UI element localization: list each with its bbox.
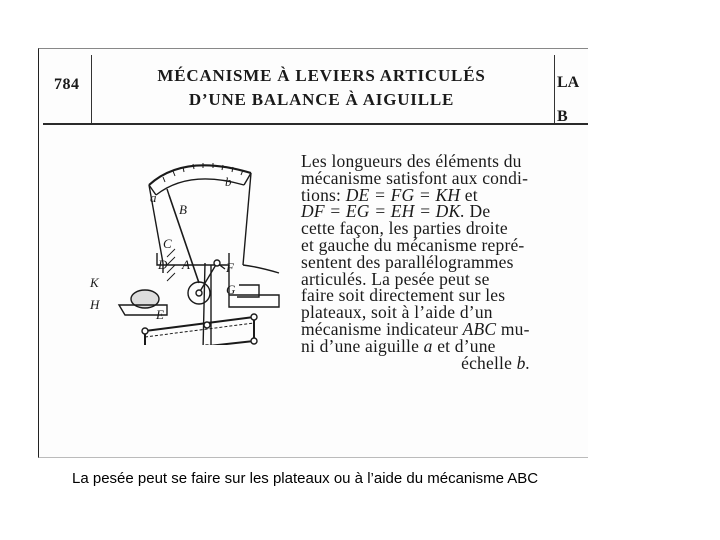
title-line-2: D’UNE BALANCE À AIGUILLE (188, 90, 455, 109)
label-D: D (158, 257, 168, 272)
desc-line: mécanisme satisfont aux condi- (301, 167, 529, 188)
label-A: A (182, 257, 190, 272)
desc-line: et gauche du mécanisme repré- (301, 234, 525, 255)
desc-line: et (464, 184, 478, 205)
formula: a (423, 335, 433, 356)
label-F: F (226, 260, 234, 275)
header-divider-right (554, 55, 555, 123)
label-K: K (90, 275, 99, 290)
title-line-1: MÉCANISME À LEVIERS ARTICULÉS (157, 66, 486, 85)
dial-scale (149, 163, 251, 195)
catalog-card (38, 48, 588, 458)
category-line-1: LA (557, 74, 580, 91)
desc-line: plateaux, soit à l’aide d’un (301, 302, 493, 323)
pivots (142, 260, 257, 345)
header-divider-left (91, 55, 92, 123)
desc-line: échelle (461, 352, 513, 373)
balance-mechanism-drawing (79, 145, 293, 345)
formula: DF = EG = EH = DK. (301, 201, 465, 222)
lever-bars (145, 317, 254, 345)
label-a: a (150, 190, 157, 205)
desc-line: et d’une (437, 335, 496, 356)
desc-line: tions: (301, 184, 342, 205)
label-H: H (90, 297, 100, 312)
label-G: G (226, 282, 236, 297)
card-title (99, 64, 544, 112)
label-E: E (156, 307, 164, 322)
formula: b. (516, 352, 531, 373)
desc-line: mécanisme indicateur (301, 318, 459, 339)
lever-bc (199, 263, 225, 293)
formula: DE = FG = KH (345, 184, 461, 205)
desc-line: cette façon, les parties droite (301, 218, 508, 239)
desc-line: articulés. La pesée peut se (301, 268, 490, 289)
desc-line: ni d’une aiguille (301, 335, 420, 356)
desc-line: sentent des parallélogrammes (301, 251, 514, 272)
desc-line: De (469, 201, 491, 222)
desc-line: mu- (500, 318, 530, 339)
slide-caption: La pesée peut se faire sur les plateaux ou à l’aide du mécanisme ABC (72, 470, 539, 487)
card-number: 784 (54, 76, 80, 93)
formula: ABC (462, 318, 497, 339)
needle (167, 189, 199, 283)
label-B: B (179, 202, 187, 217)
category-line-2: B (557, 108, 568, 125)
description-text (301, 153, 571, 371)
desc-line: faire soit directement sur les (301, 285, 506, 306)
header-rule (43, 123, 588, 125)
label-C: C (163, 236, 172, 251)
desc-line: Les longueurs des éléments du (301, 151, 522, 171)
label-b: b (225, 174, 232, 189)
